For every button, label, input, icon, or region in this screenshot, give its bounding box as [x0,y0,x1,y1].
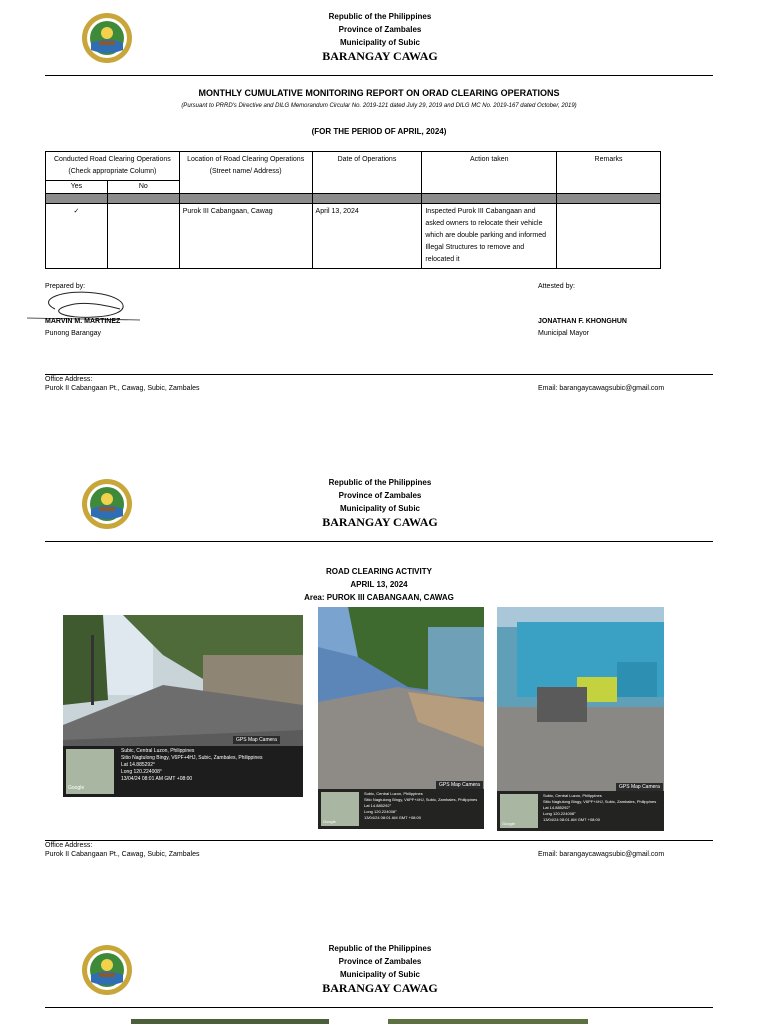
gps-overlay [318,789,484,829]
activity-photo-3 [497,607,664,831]
cell-yes: ✓ [46,204,108,269]
activity-heading [45,565,713,604]
gps-label: GPS Map Camera [436,781,483,789]
google-label: Google [502,821,515,826]
gps-line1: Subic, Central Luzon, Philippines [543,793,602,798]
gps-line2: Sitio Nagtulong Bingy, V6PF+4HJ, Subic, Zambales, Philippines [121,755,263,761]
email: Email: barangaycawagsubic@gmail.com [538,385,665,392]
email: Email: barangaycawagsubic@gmail.com [538,851,665,858]
office-address-label: Office Address: [45,376,93,383]
gps-label: GPS Map Camera [616,783,663,791]
seal-logo [81,12,133,64]
report-title: MONTHLY CUMULATIVE MONITORING REPORT ON ORAD CLEARING OPERATIONS [198,88,560,98]
attested-label: Attested by: [538,283,575,290]
col-no: No [107,181,179,194]
divider [45,374,713,375]
letterhead [250,942,510,996]
gps-map-thumb [500,794,538,828]
cell-remarks [557,204,661,269]
office-address: Purok II Cabangaan Pt., Cawag, Subic, Zambales [45,385,200,392]
header-republic: Republic of the Philippines [328,478,432,487]
gps-line2: Sitio Nagtulong Bingy, V6PF+4HJ, Subic, Zambales, Philippines [543,799,657,804]
activity-area: Area: PUROK III CABANGAAN, CAWAG [304,593,454,602]
gps-overlay [63,746,303,797]
header-province: Province of Zambales [338,957,422,966]
gps-map-thumb [66,749,114,794]
gps-lat: Lat 14.885292° [543,805,571,810]
gps-overlay [497,791,664,831]
gps-map-thumb [321,792,359,826]
cell-date: April 13, 2024 [312,204,422,269]
gps-line1: Subic, Central Luzon, Philippines [121,748,195,754]
office-address: Purok II Cabangaan Pt., Cawag, Subic, Zambales [45,851,200,858]
letterhead [250,10,510,64]
gps-line2: Sitio Nagtulong Bingy, V6PF+4HJ, Subic, Zambales, Philippines [364,797,478,802]
google-label: Google [323,819,336,824]
seal-logo [81,478,133,530]
gps-long: Long 120.224008° [543,811,576,816]
gps-time: 13/04/24 08:01 AM GMT +08:00 [543,817,600,822]
gps-time: 13/04/24 08:01 AM GMT +08:00 [364,815,421,820]
office-address-label: Office Address: [45,842,93,849]
col-yes: Yes [46,181,108,194]
prepared-label: Prepared by: [45,283,86,290]
header-barangay: BARANGAY CAWAG [322,515,438,529]
divider [45,75,713,76]
activity-photo-2 [318,607,484,829]
header-barangay: BARANGAY CAWAG [322,981,438,995]
letterhead [250,476,510,530]
report-period: (FOR THE PERIOD OF APRIL, 2024) [311,127,447,136]
gps-lat: Lat 14.885292° [121,762,155,768]
activity-title: ROAD CLEARING ACTIVITY [326,567,432,576]
divider [45,541,713,542]
gps-label: GPS Map Camera [233,736,280,744]
cell-no [107,204,179,269]
cell-location: Purok III Cabangaan, Cawag [179,204,312,269]
cell-action: Inspected Purok III Cabangaan and asked owners to relocate their vehicle which are double parking and informed Illegal Structures to remove and relocated it [422,204,557,269]
header-municipality: Municipality of Subic [339,970,420,979]
header-province: Province of Zambales [338,25,422,34]
header-municipality: Municipality of Subic [339,38,420,47]
prepared-title: Punong Barangay [45,330,102,337]
activity-photo-4 [131,1019,329,1024]
gps-line1: Subic, Central Luzon, Philippines [364,791,423,796]
header-municipality: Municipality of Subic [339,504,420,513]
gps-long: Long 120.224008° [364,809,397,814]
gps-lat: Lat 14.885292° [364,803,392,808]
activity-date: APRIL 13, 2024 [350,580,408,589]
gps-time: 13/04/24 08:01 AM GMT +08:00 [121,776,193,782]
header-barangay: BARANGAY CAWAG [322,49,438,63]
col-conducted: Conducted Road Clearing Operations (Check appropriate Column) [46,152,180,181]
header-province: Province of Zambales [338,491,422,500]
col-location: Location of Road Clearing Operations (Street name/ Address) [179,152,312,194]
report-subtitle: (Pursuant to PRRD's Directive and DILG Memorandum Circular No. 2019-121 dated July 29, 2019 and DILG MC No. 2019-167 dated October, 2019) [181,103,577,109]
attested-name: JONATHAN F. KHONGHUN [538,318,627,325]
activity-photo-5 [388,1019,588,1024]
gps-long: Long 120.224008° [121,769,162,775]
report-table [45,151,661,269]
col-action: Action taken [422,152,557,194]
divider [45,840,713,841]
google-label: Google [68,785,85,791]
divider [45,1007,713,1008]
activity-photo-1 [63,615,303,797]
header-republic: Republic of the Philippines [328,12,432,21]
prepared-name: MARVIN M. MARTINEZ [45,318,121,325]
seal-logo [81,944,133,996]
col-date: Date of Operations [312,152,422,194]
header-republic: Republic of the Philippines [328,944,432,953]
attested-title: Municipal Mayor [538,330,589,337]
col-remarks: Remarks [557,152,661,194]
